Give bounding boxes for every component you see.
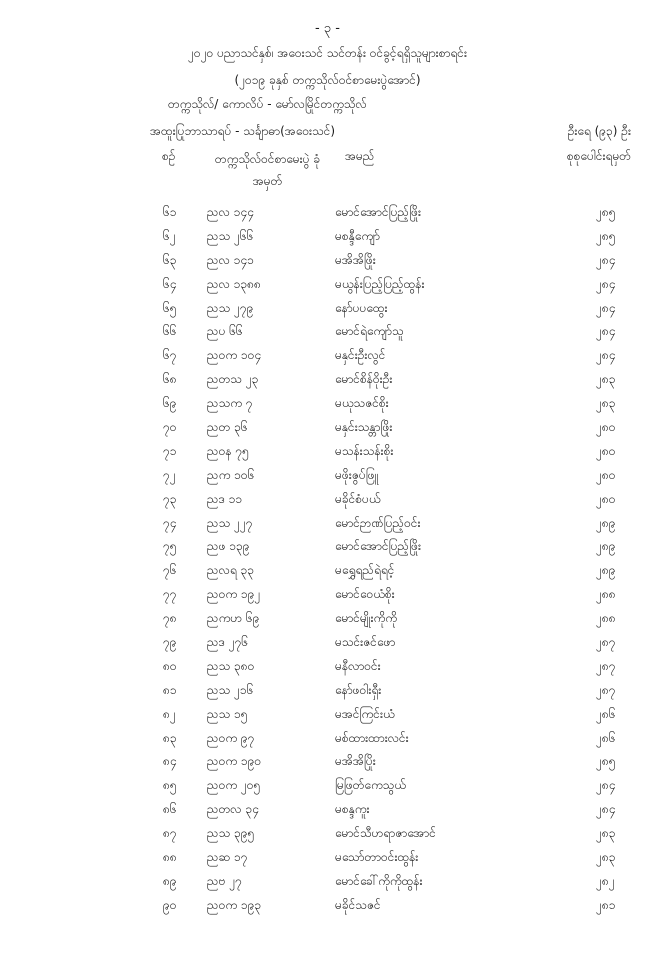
row-number: ၆၁	[163, 205, 177, 219]
student-name: မောင်ဝေယံစိုး	[335, 587, 395, 602]
table-row	[0, 319, 655, 343]
total-marks: ၂၈၆	[596, 730, 616, 745]
total-marks: ၂၈၄	[596, 802, 616, 817]
total-marks: ၂၈၅	[596, 754, 616, 769]
table-row	[0, 415, 655, 439]
column-header-name: အမည်	[345, 149, 375, 163]
student-name: မရွှေရည်ရဲရင့်	[335, 563, 395, 578]
row-number: ၇၀	[163, 420, 177, 435]
total-marks: ၂၈၆	[596, 706, 616, 721]
row-number: ၆၆	[163, 324, 177, 339]
student-name: မောင်စိန်ဝိုးဦး	[335, 372, 393, 387]
total-marks: ၂၈၃	[596, 372, 616, 387]
total-marks: ၂၈၈	[596, 611, 616, 626]
row-number: ၆၈	[163, 372, 177, 387]
roll-number: ညပ ၆၆	[207, 324, 243, 339]
table-row	[0, 654, 655, 678]
student-name: မစန္ဒီကျော်	[335, 228, 380, 243]
roll-number: ညဖ ၁၃၉	[207, 539, 250, 554]
table-row	[0, 845, 655, 869]
student-name: မယွန်းပြည့်ပြည့်ထွန်း	[335, 276, 425, 291]
student-name: မခိုင်သဇင်	[335, 897, 381, 912]
row-number: ၆၄	[163, 276, 177, 291]
total-marks: ၂၈၀	[596, 467, 616, 482]
total-marks: ၂၈၀	[596, 420, 616, 435]
results-table	[0, 200, 655, 917]
roll-number: ညဒ ၁၁	[207, 491, 243, 506]
student-name: မောင်ဉာဏ်ပြည့်ဝင်း	[335, 515, 421, 530]
roll-number: ညဝက ၁၉၀	[207, 754, 262, 769]
total-marks: ၂၈၀	[596, 491, 616, 506]
table-row	[0, 511, 655, 535]
total-marks: ၂၈၀	[596, 443, 616, 458]
table-row	[0, 582, 655, 606]
roll-number: ညသ ၁၅	[207, 706, 248, 721]
table-row	[0, 678, 655, 702]
major-subject-line: အထူးပြုဘာသာရပ် - သင်္ချာဓာ(အဝေးသင်)	[150, 124, 336, 138]
roll-number: ညဒ ၂၇၆	[207, 635, 249, 650]
total-marks: ၂၈၇	[596, 635, 616, 650]
total-count-heading: ဦးရေ (၉၃) ဦး	[567, 124, 631, 138]
table-row	[0, 487, 655, 511]
total-marks: ၂၈၉	[596, 563, 616, 578]
total-marks: ၂၈၄	[596, 348, 616, 363]
column-header-marks: စုစုပေါင်းရမှတ်	[566, 149, 631, 163]
roll-number: ညလ ၁၄၄	[207, 205, 254, 219]
student-name: မောင်အောင်ပြည့်ဖြိုး	[335, 539, 421, 554]
total-marks: ၂၈၄	[596, 324, 616, 339]
table-row	[0, 558, 655, 582]
row-number: ၈၇	[163, 826, 177, 841]
student-name: မောင်ခေါ်ကိုကိုထွန်း	[335, 873, 423, 888]
table-row	[0, 702, 655, 726]
roll-number: ညတ ၃၆	[207, 420, 248, 435]
student-name: မအိအိပြိုး	[335, 754, 376, 769]
table-row	[0, 272, 655, 296]
roll-number: ညသ ၂၁၆	[207, 682, 254, 697]
table-row	[0, 439, 655, 463]
student-name: မအင်ကြင်းယံ	[335, 706, 395, 721]
roll-number: ညသ ၃၈၀	[207, 658, 255, 673]
row-number: ၈၃	[163, 730, 177, 745]
total-marks: ၂၈၉	[596, 515, 616, 530]
table-row	[0, 224, 655, 248]
row-number: ၇၅	[163, 539, 177, 554]
row-number: ၈၀	[163, 658, 177, 673]
student-name: မအိအိဖြိုး	[335, 252, 376, 267]
student-name: မသန်းသန်းစိုး	[335, 443, 394, 458]
table-row	[0, 630, 655, 654]
student-name: မခိုင်စံပယ်	[335, 491, 381, 506]
roll-number: ညက ၁၀၆	[207, 467, 255, 482]
table-row	[0, 391, 655, 415]
student-name: မနှင်းသန္တာဖြိုး	[335, 420, 393, 435]
roll-number: ညသ ၂၂၇	[207, 515, 253, 530]
roll-number: ညလ ၁၃၈၈	[207, 276, 261, 291]
roll-number: ညဆ ၁၇	[207, 850, 248, 865]
table-row	[0, 797, 655, 821]
table-row	[0, 296, 655, 320]
table-row	[0, 869, 655, 893]
table-row	[0, 343, 655, 367]
student-name: မစ်ထားထားလင်း	[335, 730, 409, 745]
row-number: ၈၆	[163, 802, 177, 817]
roll-number: ညဝက ၁၀၄	[207, 348, 262, 363]
student-name: နော်ဖဝါးရှီး	[335, 682, 382, 697]
row-number: ၇၄	[163, 515, 177, 530]
total-marks: ၂၈၅	[596, 228, 616, 243]
student-name: နော်ပပထွေး	[335, 300, 388, 315]
row-number: ၈၅	[163, 778, 177, 793]
roll-number: ညဝက ၁၉၂	[207, 587, 261, 602]
student-name: မစန္ဒကူး	[335, 802, 370, 817]
total-marks: ၂၈၅	[596, 205, 616, 219]
total-marks: ၂၈၇	[596, 682, 616, 697]
row-number: ၇၂	[163, 467, 176, 482]
roll-number: ညဝက ၁၉၃	[207, 897, 262, 912]
row-number: ၆၅	[163, 300, 177, 315]
total-marks: ၂၈၄	[596, 778, 616, 793]
student-name: မယုသဇင်စိုး	[335, 396, 389, 411]
student-name: မောင်မျိုးကိုကို	[335, 611, 397, 626]
roll-number: ညသက ၇	[207, 396, 253, 411]
table-row	[0, 726, 655, 750]
total-marks: ၂၈၃	[596, 850, 616, 865]
table-row	[0, 893, 655, 917]
row-number: ၇၇	[163, 587, 177, 602]
roll-number: ညဝက ၂၀၅	[207, 778, 261, 793]
total-marks: ၂၈၂	[596, 873, 615, 888]
document-title: ၂၀၂၀ ပညာသင်နှစ်၊ အဝေးသင် သင်တန်း ဝင်ခွင့်ရရှိသူများစာရင်း	[188, 46, 467, 60]
roll-number: ညဗ ၂၇	[207, 873, 242, 888]
roll-number: ညတသ ၂၃	[207, 372, 259, 387]
document-subtitle: (၂၀၁၉ ခုနှစ် တက္ကသိုလ်ဝင်စာမေးပွဲအောင်)	[234, 73, 421, 87]
roll-number: ညဝက ၉၇	[207, 730, 255, 745]
roll-number: ညသ ၂၇၉	[207, 300, 254, 315]
row-number: ၈၉	[163, 873, 177, 888]
table-row	[0, 606, 655, 630]
row-number: ၆၂	[163, 228, 176, 243]
row-number: ၇၁	[163, 443, 177, 458]
roll-number: ညဝန ၇၅	[207, 443, 249, 458]
university-line: တက္ကသိုလ်/ ကောလိပ် - မော်လမြိုင်တက္ကသိုလ်	[168, 97, 367, 111]
student-name: မြဖြတ်ကေသွယ်	[335, 778, 406, 793]
total-marks: ၂၈၁	[596, 897, 616, 912]
total-marks: ၂၈၉	[596, 539, 616, 554]
page-number: - ၃ -	[315, 21, 340, 36]
row-number: ၇၈	[163, 611, 177, 626]
table-row	[0, 248, 655, 272]
student-name: မဖိုးဇွပ်ဖြူ	[335, 467, 379, 482]
total-marks: ၂၈၃	[596, 826, 616, 841]
total-marks: ၂၈၄	[596, 252, 616, 267]
row-number: ၆၉	[163, 396, 177, 411]
student-name: မနှင်းဦးလွင်	[335, 348, 386, 363]
column-header-no: စဉ်	[162, 149, 176, 163]
total-marks: ၂၈၇	[596, 658, 616, 673]
student-name: မောင်ရဲကျော်သူ	[335, 324, 404, 339]
row-number: ၈၁	[163, 682, 177, 697]
total-marks: ၂၈၃	[596, 396, 616, 411]
roll-number: ညကဟ ၆၉	[207, 611, 260, 626]
table-row	[0, 821, 655, 845]
row-number: ၇၆	[163, 563, 177, 578]
table-row	[0, 200, 655, 224]
table-row	[0, 463, 655, 487]
roll-number: ညတလ ၃၄	[207, 802, 259, 817]
row-number: ၈၂	[163, 706, 176, 721]
row-number: ၈၈	[163, 850, 177, 865]
row-number: ၆၃	[163, 252, 177, 267]
table-row	[0, 367, 655, 391]
table-row	[0, 773, 655, 797]
row-number: ၈၄	[163, 754, 177, 769]
table-row	[0, 534, 655, 558]
roll-number: ညသ ၂၆၆	[207, 228, 254, 243]
student-name: မသော်တာဝင်းထွန်း	[335, 850, 419, 865]
row-number: ၉၀	[163, 897, 177, 912]
row-number: ၆၇	[163, 348, 177, 363]
student-name: မောင်အောင်ပြည့်ဖြိုး	[335, 205, 421, 219]
roll-number: ညလရ ၃၃	[207, 563, 255, 578]
student-name: မနီလာဝင်း	[335, 658, 381, 673]
total-marks: ၂၈၈	[596, 587, 616, 602]
row-number: ၇၉	[163, 635, 177, 650]
roll-number: ညသ ၃၉၅	[207, 826, 255, 841]
column-header-roll: တက္ကသိုလ်ဝင်စာမေးပွဲ ခုံအမှတ်	[214, 152, 321, 188]
student-name: မောင်သီဟရာဇာအောင်	[335, 826, 436, 841]
table-row	[0, 749, 655, 773]
total-marks: ၂၈၄	[596, 276, 616, 291]
roll-number: ညလ ၁၄၁	[207, 252, 254, 267]
row-number: ၇၃	[163, 491, 177, 506]
student-name: မသင်းဇင်ဖော	[335, 635, 396, 650]
total-marks: ၂၈၄	[596, 300, 616, 315]
